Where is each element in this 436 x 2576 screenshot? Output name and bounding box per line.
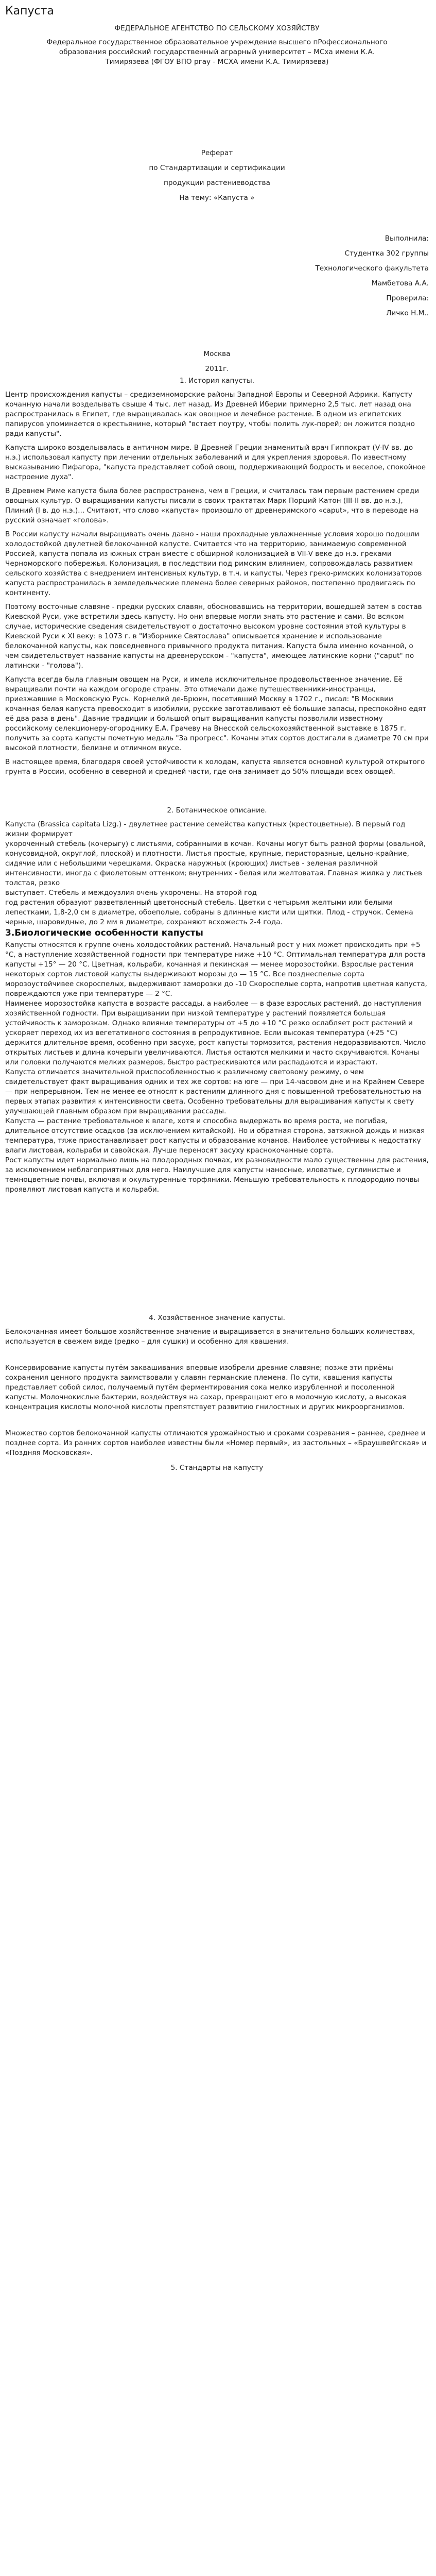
institution-name: Федеральное государственное образовательное учреждение высшего пРофессионального образования российский государственный аграрный университет – МСха имени К.А. Тимирязева (ФГОУ ВПО ргау - МСХА имени К.А. Тимирязева) — [46, 38, 388, 66]
paragraph: год растения образуют разветвленный цветоносный стебель. Цветки с четырьмя желтыми или белыми лепестками, 1,8-2,0 см в диаметре, обоеполые, собраны в длинные кисти или щитки. Плод - стручок. Семена черные, шаровидные, до 2 мм в диаметре, сохраняют всхожесть 2-4 года. — [5, 899, 413, 926]
paragraph: В России капусту начали выращивать очень давно - наши прохладные увлажненные условия хорошо подошли холодостойкой двулетней белокочанной капусте. Считается что на территорию, занимаемую современной Россией, капуста попала из южных стран вместе с обширной колонизацией в VII-V веке до н.э. греками Черноморского побережья. Колонизация, в последствии под римским влиянием, сопровождалась развитием сельского хозяйства с внедрением интенсивных культур, в т.ч. и капусты. Через греко-римских колонизаторов капуста распространилась в земледельческие племена более северных районов, постепенно продвигаясь по континенту. — [5, 530, 422, 597]
section-3-body — [5, 940, 429, 1195]
checked-label: Проверила: — [386, 294, 429, 302]
paragraph: Капусты относятся к группе очень холодостойких растений. Начальный рост у них может происходить при +5 °С, а наступление хозяйственной годности при температуре ниже +10 °С. Оптимальная температура для роста капусты +15° — 20 °С. Цветная, кольраби, кочанная и пекинская — менее морозостойки. Взрослые растения некоторых сортов листовой капусты выдерживают морозы до — 15 °С. Все позднеспелые сорта морозоустойчивее скороспелых, выдерживают заморозки до -10 Скороспелые сорта, напротив цветная капуста, повреждаются уже при температуре — 2 °С. — [5, 941, 427, 998]
section-5-heading: 5. Стандарты на капусту — [170, 1464, 264, 1472]
page-title: Капуста — [5, 5, 54, 18]
paragraph: Капуста широко возделывалась в античном мире. В Древней Греции знаменитый врач Гиппократ (V-IV вв. до н.э.) использовал капусту при лечении отдельных заболеваний и для укрепления здоровья. По известному высказыванию Пифагора, "капуста представляет собой овощ, поддерживающий бодрость и веселое, спокойное настроение духа". — [5, 444, 426, 481]
city: Москва — [203, 350, 231, 358]
paragraph: Белокочанная имеет большое хозяйственное значение и выращивается в значительно больших количествах, используется в свежем виде (редко – для сушки) и особенно для квашения. — [5, 1328, 415, 1346]
checker-name: Личко Н.М.. — [386, 309, 429, 317]
section-2-heading: 2. Ботаническое описание. — [167, 806, 267, 815]
section-3-heading: 3.Биологические особенности капусты — [5, 928, 203, 938]
paragraph: укороченный стебель (кочерыгу) с листьями, собранными в кочан. Кочаны могут быть разной формы (овальной, конусовидной, округлой, плоской) и плотности. Листья простые, крупные, перисторазные, цельно-крайние, сидячие или с небольшими черешками. Окраска наружных (кроющих) листьев - зеленая различной интенсивности, иногда с фиолетовым оттенком; внутренних - белая или желтоватая. Главная жилка у листьев толстая, резко — [5, 840, 426, 887]
paragraph: Поэтому восточные славяне - предки русских славян, обосновавшись на территории, вошедшей затем в состав Киевской Руси, уже встретили здесь капусту. Но они впервые могли знать это растение и сами. Во всяком случае, исторические сведения свидетельствуют о достаточно высоком уровне состояния этой культуры в Киевской Руси к XI веку: в 1073 г. в "Изборнике Святослава" описывается хранение и использование белокочанной капусты, как повседневного привычного продукта питания. Капуста была именно кочанной, о чем свидетельствует название капусты на древнерусском - "капуста", имеющее латинские корни ("caput" по латински - "голова"). — [5, 603, 422, 670]
paragraph: Наименее морозостойка капуста в возрасте рассады. а наиболее — в фазе взрослых растений, до наступления хозяйственной годности. При выращивании при низкой температуре у растений появляется большая устойчивость к заморозкам. Однако влияние температуры от +5 до +10 °С резко ослабляет рост растений и ускоряет переход их из вегетативного состояния в репродуктивное. Если высокая температура (+25 °С) держится длительное время, особенно при засухе, рост капусты тормозится, растения недоразвиваются. Число открытых листьев и длина кочерыги увеличиваются. Листья остаются мелкими и часто скручиваются. Кочаны или головки получаются мелких размеров, быстро растрескиваются или распадаются и израстают. — [5, 999, 426, 1066]
agency-name: ФЕДЕРАЛЬНОЕ АГЕНТСТВО ПО СЕЛЬСКОМУ ХОЗЯЙСТВУ — [114, 24, 320, 32]
section-2-body — [5, 820, 429, 927]
report-subject-line1: по Стандартизации и сертификации — [149, 164, 285, 172]
paragraph: Капуста отличается значительной приспособленностью к различному световому режиму, о чем свидетельствует факт выращивания одних и тех же сортов: на юге — при 14-часовом дне и на Крайнем Севере — при непрерывном. Тем не менее ее относят к растениям длинного дня с повышенной требовательностью на первых этапах развития к интенсивности света. Особенно требовательны для выращивания капусты к свету улучшающей главным образом при выращивании рассады. — [5, 1068, 425, 1115]
student-name: Мамбетова А.А. — [371, 279, 429, 287]
section-4-body — [5, 1327, 429, 1458]
student-group: Студентка 302 группы — [344, 249, 429, 258]
paragraph: В Древнем Риме капуста была более распространена, чем в Греции, и считалась там первым растением среди овощных культур. О выращивании капусты писали в своих трактатах Марк Порций Катон (III-II вв. до н.э.), Плиний (I в. до н.э.)... Считают, что слово «капуста» произошло от древнеримского «caput», что в переводе на русский означает «голова». — [5, 487, 420, 524]
report-subject-line2: продукции растениеводства — [164, 179, 270, 187]
paragraph: Рост капусты идет нормально лишь на плодородных почвах, их разновидности мало существенны для растения, за исключением неблагоприятных для него. Наилучшие для капусты наносные, иловатые, суглинистые и темноцветные почвы, включая и окультуренные торфяники. Меньшую требовательность к плодородию почвы проявляют листовая капуста и кольраби. — [5, 1156, 429, 1194]
paragraph: Капуста (Brassica capitata Lizg.) - двулетнее растение семейства капустных (крестоцветные). В первый год жизни формирует — [5, 820, 406, 838]
paragraph: Консервирование капусты путём заквашивания впервые изобрели древние славяне; позже эти приёмы сохранения ценного продукта заимствовали у славян германские племена. По сути, квашения капусты представляет собой силос, получаемый путём ферментирования сока мелко изрубленной и посоленной капусты. Молочнокислые бактерии, воздействуя на сахар, превращают его в молочную кислоту, а высокая концентрация кислоты молочной кислоты препятствует развитию гнилостных и других микроорганизмов. — [5, 1364, 406, 1411]
paragraph: Капуста — растение требовательное к влаге, хотя и способна выдержать во время роста, не погибая, длительное отсутствие осадков (за исключением китайской). Но и обратная сторона, затяжной дождь и низкая температура, тяже приостанавливает рост капусты и образование кочанов. Наиболее устойчивы к недостатку влаги листовая, кольраби и савойская. Лучше переносят засуху краснокочанные сорта. — [5, 1117, 425, 1155]
city-year-block — [5, 349, 429, 374]
report-topic: На тему: «Капуста » — [179, 194, 255, 202]
paragraph: Центр происхождения капусты – средиземноморские районы Западной Европы и Северной Африки. Капусту кочанную начали возделывать свыше 4 тыс. лет назад. Из Древней Иберии примерно 2,5 тыс. лет назад она распространилась в Египет, где выращивалась как овощное и лечебное растение. В одном из египетских папирусов упоминается о крестьянине, который "встает поутру, чтобы полить лук-порей; он ложится поздно ради капусты". — [5, 391, 415, 438]
section-1-body — [5, 390, 429, 777]
signature-block — [5, 234, 429, 318]
report-type: Реферат — [201, 149, 233, 157]
student-faculty: Технологического факультета — [315, 264, 429, 273]
section-1-heading: 1. История капусты. — [179, 377, 255, 385]
paragraph: В настоящее время, благодаря своей устойчивости к холодам, капуста является основной культурой открытого грунта в России, особенно в северной и средней части, где она занимает до 50% площади всех овощей. — [5, 758, 425, 776]
paragraph: Капуста всегда была главным овощем на Руси, и имела исключительное продовольственное значение. Её выращивали почти на каждом огороде страны. Это отмечали даже путешественники-иностранцы, приезжавшие в Московскую Русь. Корнелий де-Брюин, посетивший Москву в 1702 г., писал: "В Москвии кочанная белая капуста превосходит в изобилии, русские заготавливают её большие запасы, преспокойно едят её два раза в день". Давние традиции и большой опыт выращивания капусты позволили известному российскому селекционеру-огороднику Е.А. Грачеву на Внесской сельскохозяйственной выставке в 1875 г. получить за сорта капусты почетную медаль "За прогресс". Кочаны этих сортов достигали в диаметре 70 см при высокой плотности, белизне и отличном вкусе. — [5, 675, 429, 752]
paragraph: Множество сортов белокочанной капусты отличаются урожайностью и сроками созревания – раннее, среднее и позднее сорта. Из ранних сортов наиболее известны были «Номер первый», из застольных – «Браушвейгская» и «Поздняя Московская». — [5, 1429, 427, 1457]
year: 2011г. — [205, 365, 229, 373]
report-title-block — [5, 148, 429, 203]
done-label: Выполнила: — [385, 234, 429, 243]
paragraph: выступает. Стебель и междоузлия очень укорочены. На второй год — [5, 889, 257, 897]
section-4-heading: 4. Хозяйственное значение капусты. — [149, 1314, 285, 1322]
